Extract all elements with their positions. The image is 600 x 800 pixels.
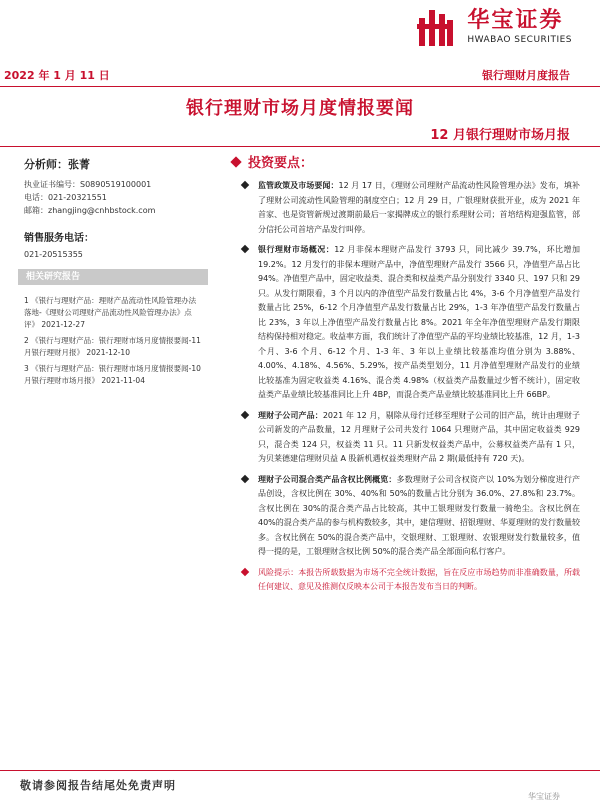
bullet-lead: 理财子公司产品：: [258, 410, 323, 420]
footer-divider: [0, 770, 600, 771]
key-point-market: [228, 243, 580, 403]
report-subtitle: 12 月银行理财市场月报: [430, 128, 570, 143]
bullet-diamond-icon: [241, 567, 249, 575]
bullet-diamond-icon: [241, 474, 249, 482]
logo-name-cn: 华宝证券: [467, 8, 564, 33]
bullet-diamond-icon: [241, 245, 249, 253]
disclaimer-notice: 敬请参阅报告结尾处免责声明: [20, 779, 176, 792]
bullet-diamond-icon: [241, 410, 249, 418]
company-logo: [417, 8, 572, 48]
analyst-email[interactable]: 邮箱：zhangjing@cnhbstock.com: [24, 206, 156, 215]
key-point-subsidiary: [228, 409, 580, 467]
related-reports-list: [24, 295, 204, 387]
title-divider: [0, 146, 600, 147]
key-point-policy: [228, 179, 580, 237]
bullet-text: 12 月非保本理财产品发行 3793 只，同比减少 39.7%，环比增加 19.2%。12 月发行的非保本理财产品中，净值型理财产品发行 3566 只，净值型产品占比 94%。净值型产品中，固定收益类、混合类和权益类产品分别发行 3340 只、197 只和 29 只。从发行期限看，3 个月以内的净值型产品发行数量占比 4%，3-6 个月净值型产品发行数量占比 25%，6-12 个月净值型产品发行数量占比 29%，1-3 年净值型产品发行数量占比 23%，3 年以上净值型产品发行数量占比 8%。2021 年全年净值型理财产品发行期限结构保持相对稳定。收益率方面，我们统计了净值型产品的平均业绩比较基准，12 月，1-3 个月、3-6 个月、6-12 个月、1-3 年、3 年以上业绩比较基准均值分别为 3.88%、4.00%、4.18%、4.56%、5.29%，按产品类型划分，11 月净值型理财产品发行的业绩比较基准为固定收益类 4.16%、混合类 4.98%（权益类产品数量过少暂不统计），固定收益类产品业绩比较基准同比上升 4BP，而混合类产品业绩比较基准同比上升 66BP。: [258, 245, 580, 399]
related-report-item[interactable]: 2 《银行与理财产品：银行理财市场月度情报要闻-11 月银行理财月报》 2021-12-10: [24, 336, 201, 357]
bullet-text: 2021 年 12 月，剔除从母行迁移至理财子公司的旧产品，统计由理财子公司新发的产品数量，12 月理财子公司共发行 1064 只理财产品，其中固定收益类 929 只，混合类 124 只，权益类 11 只。11 只新发权益类产品中，公募权益类产品有 1 只，为贝莱德建信理财贝益 A 股新机遇权益类理财产品 2 期(最低持有 720 天)。: [258, 410, 580, 463]
report-title: 银行理财市场月度情报要闻: [186, 98, 414, 119]
bullet-text: 12 月 17 日，《理财公司理财产品流动性风险管理办法》发布，填补了理财公司流动性风险管理的制度空白；12 月 29 日，广银理财获批开业，成为 2021 年首家、也是资管新规过渡期前最后一家揭牌成立的银行系理财公司；首培结构迎强监管，部分信托公司首培产品发行叫停。: [258, 181, 580, 234]
analyst-name: 分析师：张菁: [24, 158, 90, 171]
bullet-lead: 银行理财市场概况：: [258, 245, 335, 254]
report-date: 2022 年 1 月 11 日: [4, 69, 110, 82]
related-report-item[interactable]: 3 《银行与理财产品：银行理财市场月度情报要闻-10 月银行理财市场月报》 2021-11-04: [24, 364, 201, 385]
date-bar-divider: [0, 86, 600, 87]
logo-mark-icon: [417, 8, 461, 48]
diamond-icon: [230, 156, 241, 167]
date-bar: [0, 64, 600, 84]
bullet-diamond-icon: [241, 181, 249, 189]
key-point-risk: [228, 566, 580, 595]
logo-name-en: HWABAO SECURITIES: [467, 35, 572, 45]
risk-text: 风险提示：本报告所载数据为市场不完全统计数据，旨在反应市场趋势而非准确数量，所载任何建议、意见及推测仅反映本公司于本报告发布当日的判断。: [258, 567, 580, 591]
analyst-cert: 执业证书编号：S0890519100001: [24, 180, 152, 189]
bullet-lead: 理财子公司混合类产品含权比例概览：: [258, 474, 397, 484]
related-report-item[interactable]: 1 《银行与理财产品：理财产品流动性风险管理办法落地-《理财公司理财产品流动性风险管理办法》点评》 2021-12-27: [24, 296, 197, 329]
key-point-mixed-products: [228, 473, 580, 560]
sales-title: 销售服务电话：: [24, 233, 94, 244]
sidebar: [24, 156, 204, 391]
analyst-phone: 电话：021-20321551: [24, 193, 107, 202]
bullet-lead: 监管政策及市场要闻：: [258, 181, 339, 190]
key-points-section: [228, 152, 580, 601]
related-reports-header: 相关研究报告: [18, 269, 208, 285]
sales-phone: 021-20515355: [24, 250, 83, 259]
footer-brand: 华宝证券: [528, 792, 560, 800]
key-points-title: 投资要点：: [248, 156, 314, 171]
bullet-text: 多数理财子公司含权资产以 10%为划分梯度进行产品创设，含权比例在 30%、40%和 50%的数量占比分别为 36.0%、27.8%和 23.7%。含权比例在 30%的混合类产品占比较高，其中工银理财发行数量一骑绝尘。含权比例在 40%的混合类产品的参与机构数较多，其中，建信理财、招银理财、华夏理财的发行数量较多。含权比例在 50%的混合类产品中，交银理财、工银理财、农银理财发行数量较多，值得一提的是，工银理财含权比例 50%的混合类产品全部面向私行客户。: [258, 474, 581, 556]
report-type: 银行理财月度报告: [482, 69, 570, 82]
